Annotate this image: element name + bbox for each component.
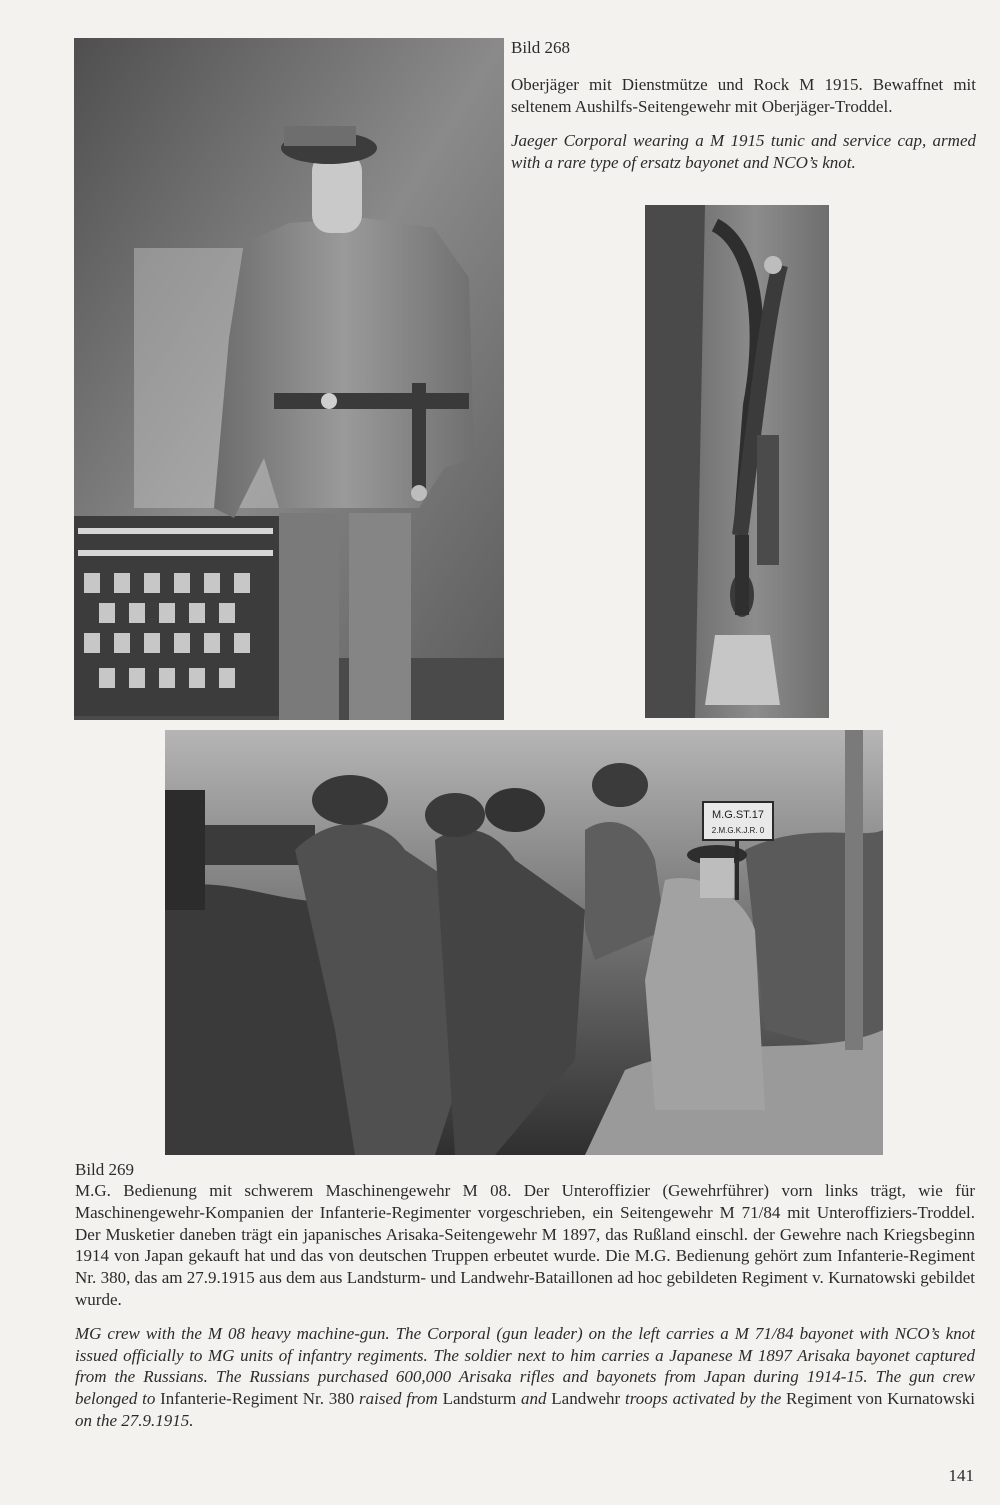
- caption-bild-269: [75, 1160, 975, 1432]
- caption-text-german-268: Oberjäger mit Dienstmütze und Rock M 1915. Bewaffnet mit seltenem Aushilfs-Seitengewehr mit Oberjäger-Troddel.: [511, 75, 976, 116]
- caption-text-english-268: Jaeger Corporal wearing a M 1915 tunic and service cap, armed with a rare type of ersatz bayonet and NCO’s knot.: [511, 131, 976, 172]
- wicker-chair: [74, 516, 279, 716]
- caption-en-269-kurnatowski: Regiment von Kurnatowski: [786, 1389, 976, 1409]
- photo-troddel-detail: [645, 205, 829, 718]
- caption-bild-268: [511, 38, 976, 174]
- caption-en-269-part-5: and: [516, 1389, 552, 1409]
- detail-photo-image: [645, 205, 829, 718]
- caption-en-269-part-1: MG crew with the M 08 heavy machine-gun. The Corporal (gun leader) on the left carries a M 71/84 bayonet with NCO’s knot issued officially to MG units of infantry regiments. The soldier next to him carries a Japanese M 1897 Arisaka bayonet captured from the Russians. The Russians purchased 600,000 Arisaka rifles and bayonets from Japan during 1914-15. The gun crew belonged to: [75, 1323, 975, 1409]
- caption-en-269-part-3: raised from: [354, 1389, 443, 1409]
- caption-en-269-regiment-name: Infanterie-Regiment Nr. 380: [160, 1389, 355, 1409]
- mg-crew-photo-image: [165, 730, 883, 1155]
- caption-en-269-landsturm: Landsturm: [442, 1389, 517, 1409]
- figure-label-269: Bild 269: [75, 1160, 135, 1179]
- caption-en-269-landwehr: Landwehr: [551, 1389, 621, 1409]
- figure-label-268: Bild 268: [511, 38, 571, 57]
- caption-en-269-part-9: on the 27.9.1915.: [75, 1410, 194, 1430]
- page-number: 141: [948, 1466, 974, 1485]
- sign-line-1: M.G.ST.17: [712, 809, 764, 821]
- portrait-photo-image: [74, 38, 504, 720]
- caption-text-english-269: [75, 1323, 975, 1432]
- caption-text-german-269: M.G. Bedienung mit schwerem Maschinengewehr M 08. Der Unteroffizier (Gewehrführer) vorn links trägt, wie für Maschinengewehr-Kompanien der Infanterie-Regimenter vorgeschrieben, ein Seitengewehr M 71/84 mit Unteroffiziers-Troddel. Der Musketier daneben trägt ein japanisches Arisaka-Seitengewehr M 1897, das Rußland einschl. der Gewehre nach Kriegsbeginn 1914 von Japan gekauft hat und das von deutschen Truppen erbeutet wurde. Die M.G. Bedienung gehört zum Infanterie-Regiment Nr. 380, das am 27.9.1915 aus dem aus Landsturm- und Landwehr-Bataillonen ad hoc gebildeten Regiment v. Kurnatowski gebildet wurde.: [75, 1181, 975, 1309]
- sign-line-2: 2.M.G.K.J.R. 0: [711, 826, 765, 835]
- caption-en-269-part-7: troops activated by the: [620, 1389, 787, 1409]
- photo-mg-crew: [165, 730, 883, 1155]
- photo-oberjaeger-portrait: [74, 38, 504, 720]
